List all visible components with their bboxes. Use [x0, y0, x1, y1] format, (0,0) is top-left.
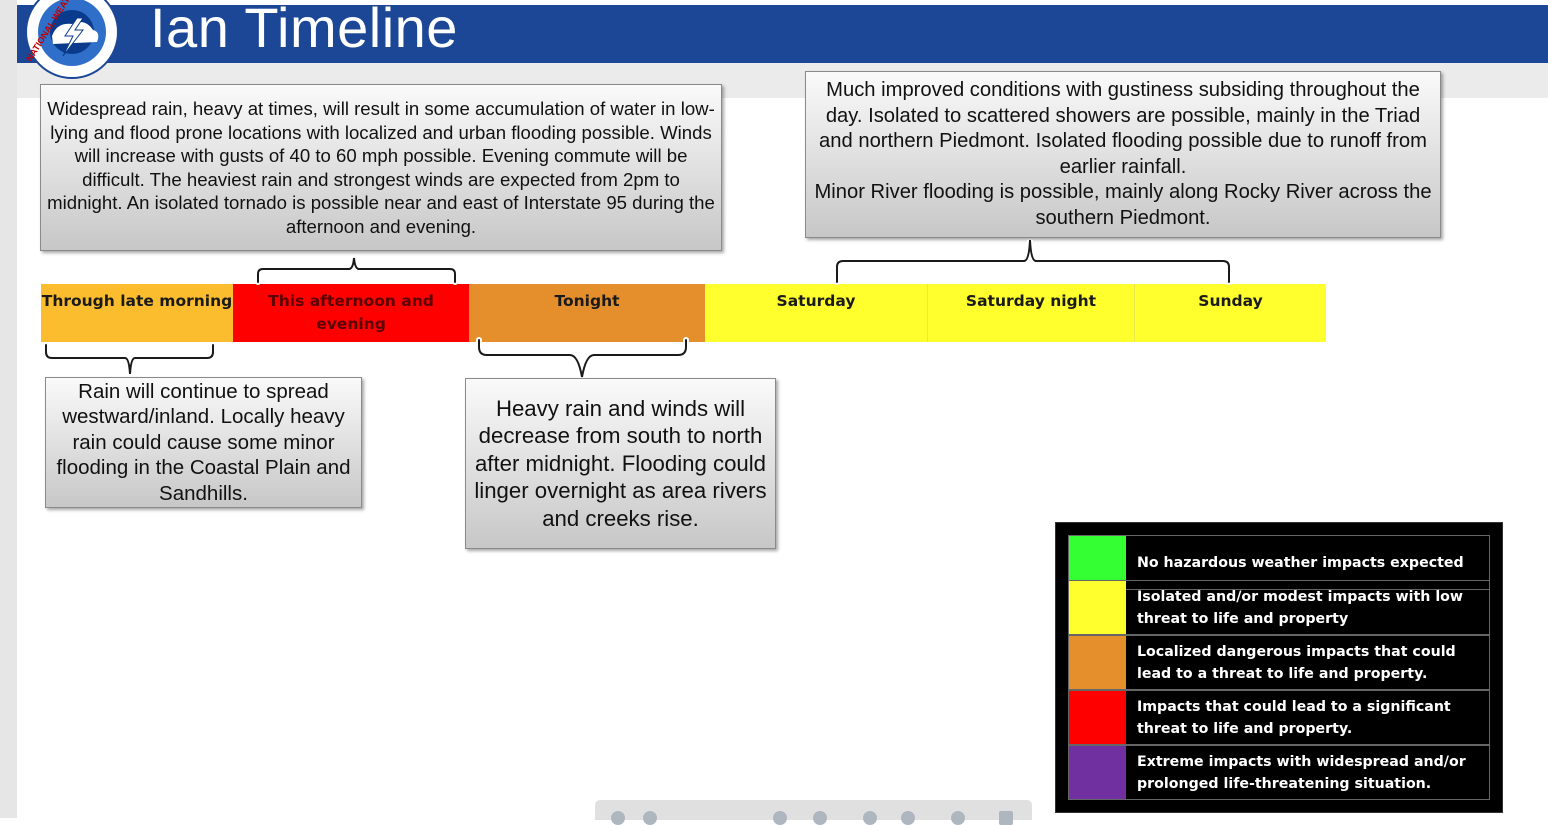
- callout-weekend-text-2: Minor River flooding is possible, mainly along Rocky River across the southern Piedmont.: [814, 181, 1432, 229]
- legend-text: No hazardous weather impacts expected: [1137, 554, 1464, 571]
- callout-morning-text: Rain will continue to spread westward/inland. Locally heavy rain could cause some minor flooding in the Coastal Plain and Sandhills.: [56, 379, 351, 505]
- segment-label: Through late morning: [41, 292, 233, 310]
- legend-swatch-red: [1069, 691, 1126, 744]
- legend-swatch-orange: [1069, 636, 1126, 689]
- legend-text: Isolated and/or modest impacts with low threat to life and property: [1137, 588, 1464, 627]
- callout-tonight: [465, 378, 776, 549]
- legend-swatch-purple: [1069, 746, 1126, 799]
- page-title: Ian Timeline: [150, 0, 458, 59]
- highlighter-icon[interactable]: [813, 811, 827, 825]
- menu-icon[interactable]: [999, 811, 1013, 825]
- logo-text: NATIONAL: [24, 19, 57, 64]
- legend-swatch-yellow: [1069, 581, 1126, 634]
- slideshow-toolbar[interactable]: [595, 800, 1032, 820]
- slides-icon[interactable]: [901, 811, 915, 825]
- segment-label: Tonight: [554, 292, 620, 310]
- legend-text: Impacts that could lead to a significant threat to life and property.: [1137, 698, 1451, 737]
- legend-row-localized: [1068, 635, 1490, 690]
- legend-row-significant: [1068, 690, 1490, 745]
- segment-label: Saturday night: [965, 292, 1097, 310]
- legend-text: Localized dangerous impacts that could lead to a threat to life and property.: [1137, 643, 1456, 682]
- brace-tonight: [479, 340, 686, 377]
- pen-icon[interactable]: [773, 811, 787, 825]
- callout-tonight-text: Heavy rain and winds will decrease from south to north after midnight. Flooding could linger overnight as area rivers and creeks rise.: [474, 395, 767, 531]
- legend-row-isolated: [1068, 580, 1490, 635]
- next-icon[interactable]: [643, 811, 657, 825]
- zoom-icon[interactable]: [863, 811, 877, 825]
- search-icon[interactable]: [951, 811, 965, 825]
- previous-icon[interactable]: [611, 811, 625, 825]
- callout-afternoon-text: Widespread rain, heavy at times, will result in some accumulation of water in low-lying and flood prone locations with localized and urban flooding possible. Winds will increase with gusts of 40 to 60 mph possible. Evening commute will be difficult. The heaviest rain and strongest winds are expected from 2pm to midnight. An isolated tornado is possible near and east of Interstate 95 during the afternoon and evening.: [47, 98, 715, 237]
- legend-row-extreme: [1068, 745, 1490, 800]
- segment-label: This afternoon and evening: [268, 292, 434, 333]
- callout-weekend-text-1: Much improved conditions with gustiness subsiding throughout the day. Isolated to scattered showers are possible, mainly in the Triad and northern Piedmont. Isolated flooding possible due to runoff from earlier rainfall.: [819, 79, 1427, 178]
- legend-text: Extreme impacts with widespread and/or prolonged life-threatening situation.: [1137, 753, 1466, 792]
- segment-label: Sunday: [1198, 292, 1263, 310]
- callout-morning: [45, 377, 362, 508]
- segment-label: Saturday: [776, 292, 856, 310]
